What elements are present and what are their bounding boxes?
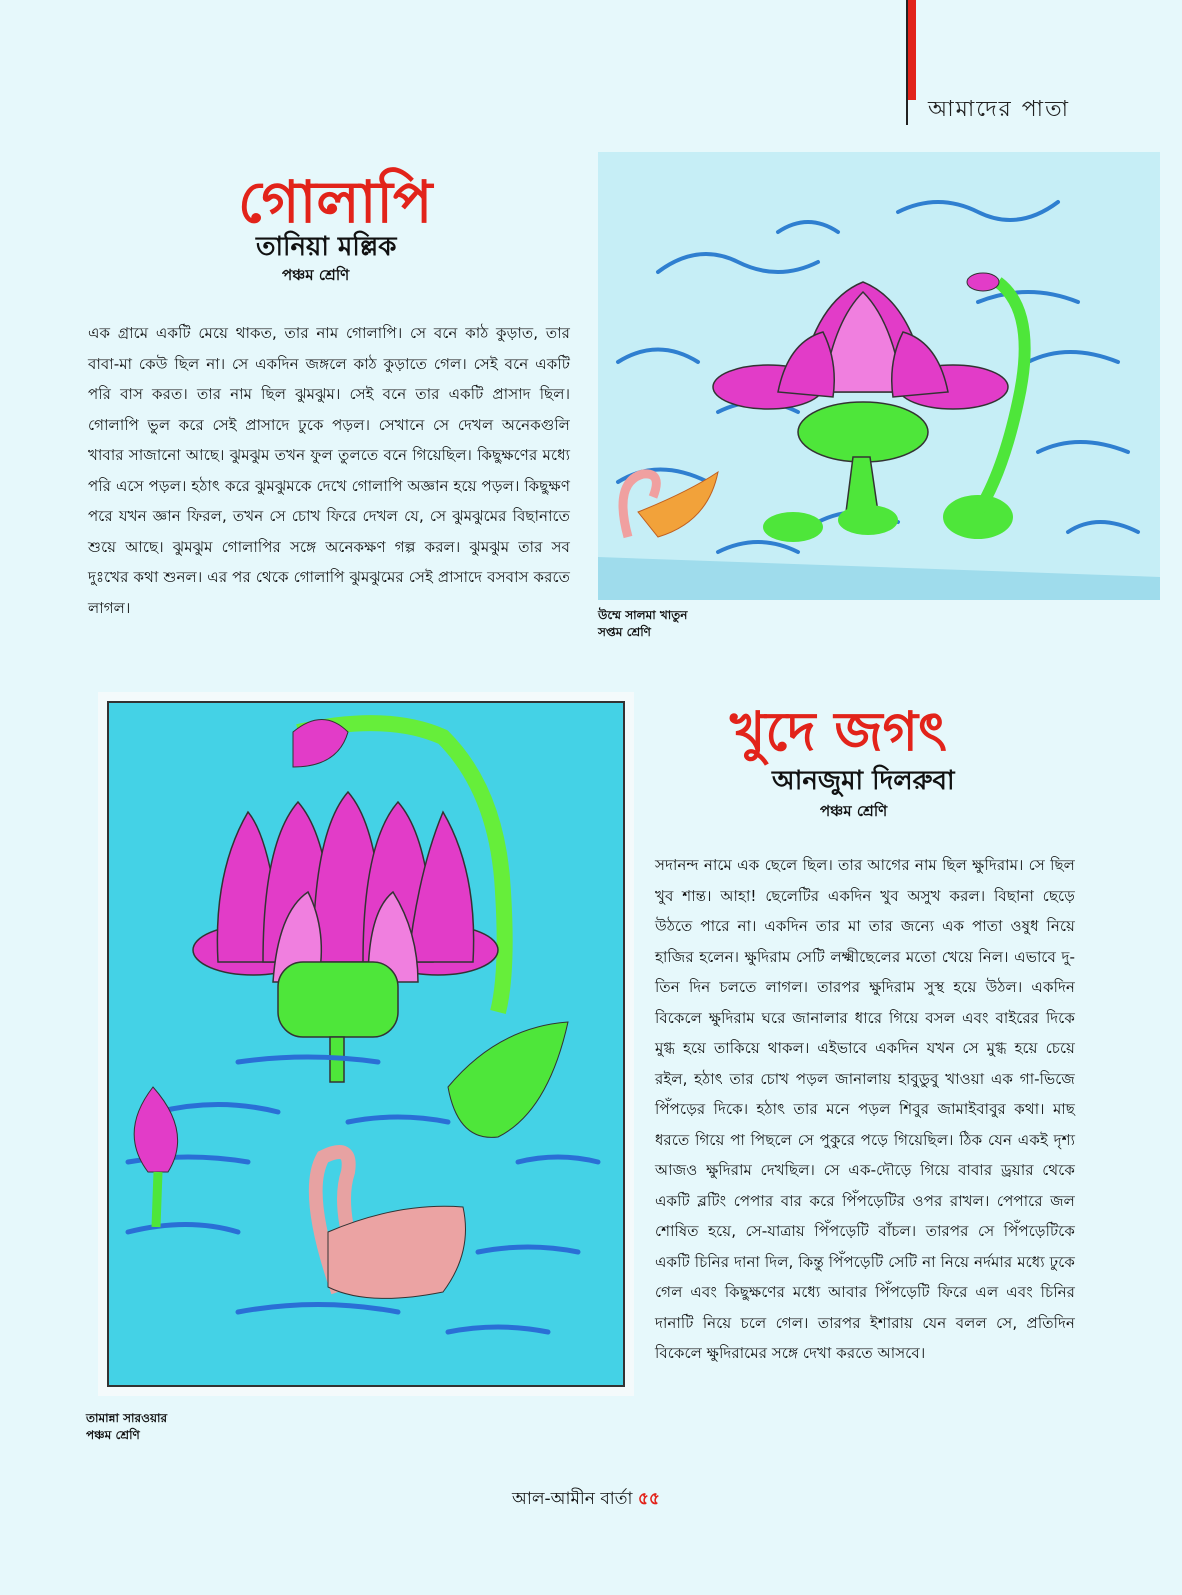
section-label: আমাদের পাতা [928, 97, 1070, 122]
story2-body: সদানন্দ নামে এক ছেলে ছিল। তার আগের নাম ছিল ক্ষুদিরাম। সে ছিল খুব শান্ত। আহা! ছেলেটির একদিন খুব অসুখ করল। বিছানা ছেড়ে উঠতে পারে না। একদিন তার মা তার জন্যে এক পাতা ওষুধ নিয়ে হাজির হলেন। ক্ষুদিরাম সেটি লক্ষ্মীছেলের মতো খেয়ে নিল। এভাবে দু-তিন দিন চলতে লাগল। তারপর ক্ষুদিরাম সুস্থ হয়ে উঠল। একদিন বিকেলে ক্ষুদিরাম ঘরে জানালার ধারে গিয়ে বসল এবং বাইরের দিকে মুগ্ধ হয়ে তাকিয়ে থাকল। এইভাবে একদিন যখন সে মুগ্ধ হয়ে চেয়ে রইল, হঠাৎ তার চোখ পড়ল জানালায় হাবুডুবু খাওয়া এক গা-ভিজে পিঁপড়ের দিকে। হঠাৎ তার মনে পড়ল শিবুর জামাইবাবুর কথা। মাছ ধরতে গিয়ে পা পিছলে সে পুকুরে পড়ে গিয়েছিল। ঠিক যেন একই দৃশ্য আজও ক্ষুদিরাম দেখছিল। সে এক-দৌড়ে গিয়ে বাবার ড্রয়ার থেকে একটি ব্লটিং পেপার বার করে পিঁপড়েটির ওপর রাখল। পেপারে জল শোষিত হয়ে, সে-যাত্রায় পিঁপড়েটি বাঁচল। তারপর সে পিঁপড়েটিকে একটি চিনির দানা দিল, কিন্তু পিঁপড়েটি সেটি না নিয়ে নর্দমার মধ্যে ঢুকে গেল এবং কিছুক্ষণের মধ্যে আবার পিঁপড়েটি ফিরে এল এবং চিনির দানাটি নিয়ে চলে গেল। তারপর ইশারায় যেন বলল সে, প্রতিদিন বিকেলে ক্ষুদিরামের সঙ্গে দেখা করতে আসবে। [655, 856, 1075, 1362]
publication-name: আল-আমীন বার্তা [512, 1489, 633, 1509]
story2-author: আনজুমা দিলরুবা [772, 766, 955, 796]
artwork2-artist: তামান্না সারওয়ার [86, 1411, 168, 1425]
artwork-lotus-swan-1 [598, 152, 1160, 600]
artwork1-artist: উম্মে সালমা খাতুন [598, 608, 688, 622]
page-footer [512, 1486, 660, 1514]
artwork1-caption [598, 607, 687, 641]
story2-title: খুদে জগৎ [730, 700, 947, 763]
artwork1-grade: সপ্তম শ্রেণি [598, 625, 651, 639]
story1-body: এক গ্রামে একটি মেয়ে থাকত, তার নাম গোলাপি। সে বনে কাঠ কুড়াত, তার বাবা-মা কেউ ছিল না। সে একদিন জঙ্গলে কাঠ কুড়াতে গেল। সেই বনে একটি পরি বাস করত। তার নাম ছিল ঝুমঝুম। সেই বনে তার একটি প্রাসাদ ছিল। গোলাপি ভুল করে সেই প্রাসাদে ঢুকে পড়ল। সেখানে সে দেখল অনেকগুলি খাবার সাজানো আছে। ঝুমঝুম তখন ফুল তুলতে বনে গিয়েছিল। কিছুক্ষণের মধ্যে পরি এসে পড়ল। হঠাৎ করে ঝুমঝুমকে দেখে গোলাপি অজ্ঞান হয়ে পড়ল। কিছুক্ষণ পরে যখন জ্ঞান ফিরল, তখন সে চোখ ফিরে দেখল যে, সে ঝুমঝুমের বিছানাতে শুয়ে আছে। ঝুমঝুম গোলাপির সঙ্গে অনেকক্ষণ গল্প করল। ঝুমঝুম তার সব দুঃখের কথা শুনল। এর পর থেকে গোলাপি ঝুমঝুমের সেই প্রাসাদে বসবাস করতে লাগল। [88, 324, 570, 617]
story1-title: গোলাপি [238, 168, 433, 236]
lotus-drawing-2 [98, 692, 634, 1396]
page-number: ৫৫ [637, 1489, 660, 1509]
artwork-lotus-swan-2 [98, 692, 634, 1396]
story1-grade: পঞ্চম শ্রেণি [282, 266, 350, 284]
artwork2-caption [86, 1410, 167, 1444]
story1-author: তানিয়া মল্লিক [256, 232, 397, 262]
story2-grade: পঞ্চম শ্রেণি [820, 802, 888, 820]
lotus-drawing-1 [598, 152, 1160, 600]
artwork2-grade: পঞ্চম শ্রেণি [86, 1428, 140, 1442]
section-accent-bar [908, 0, 916, 100]
